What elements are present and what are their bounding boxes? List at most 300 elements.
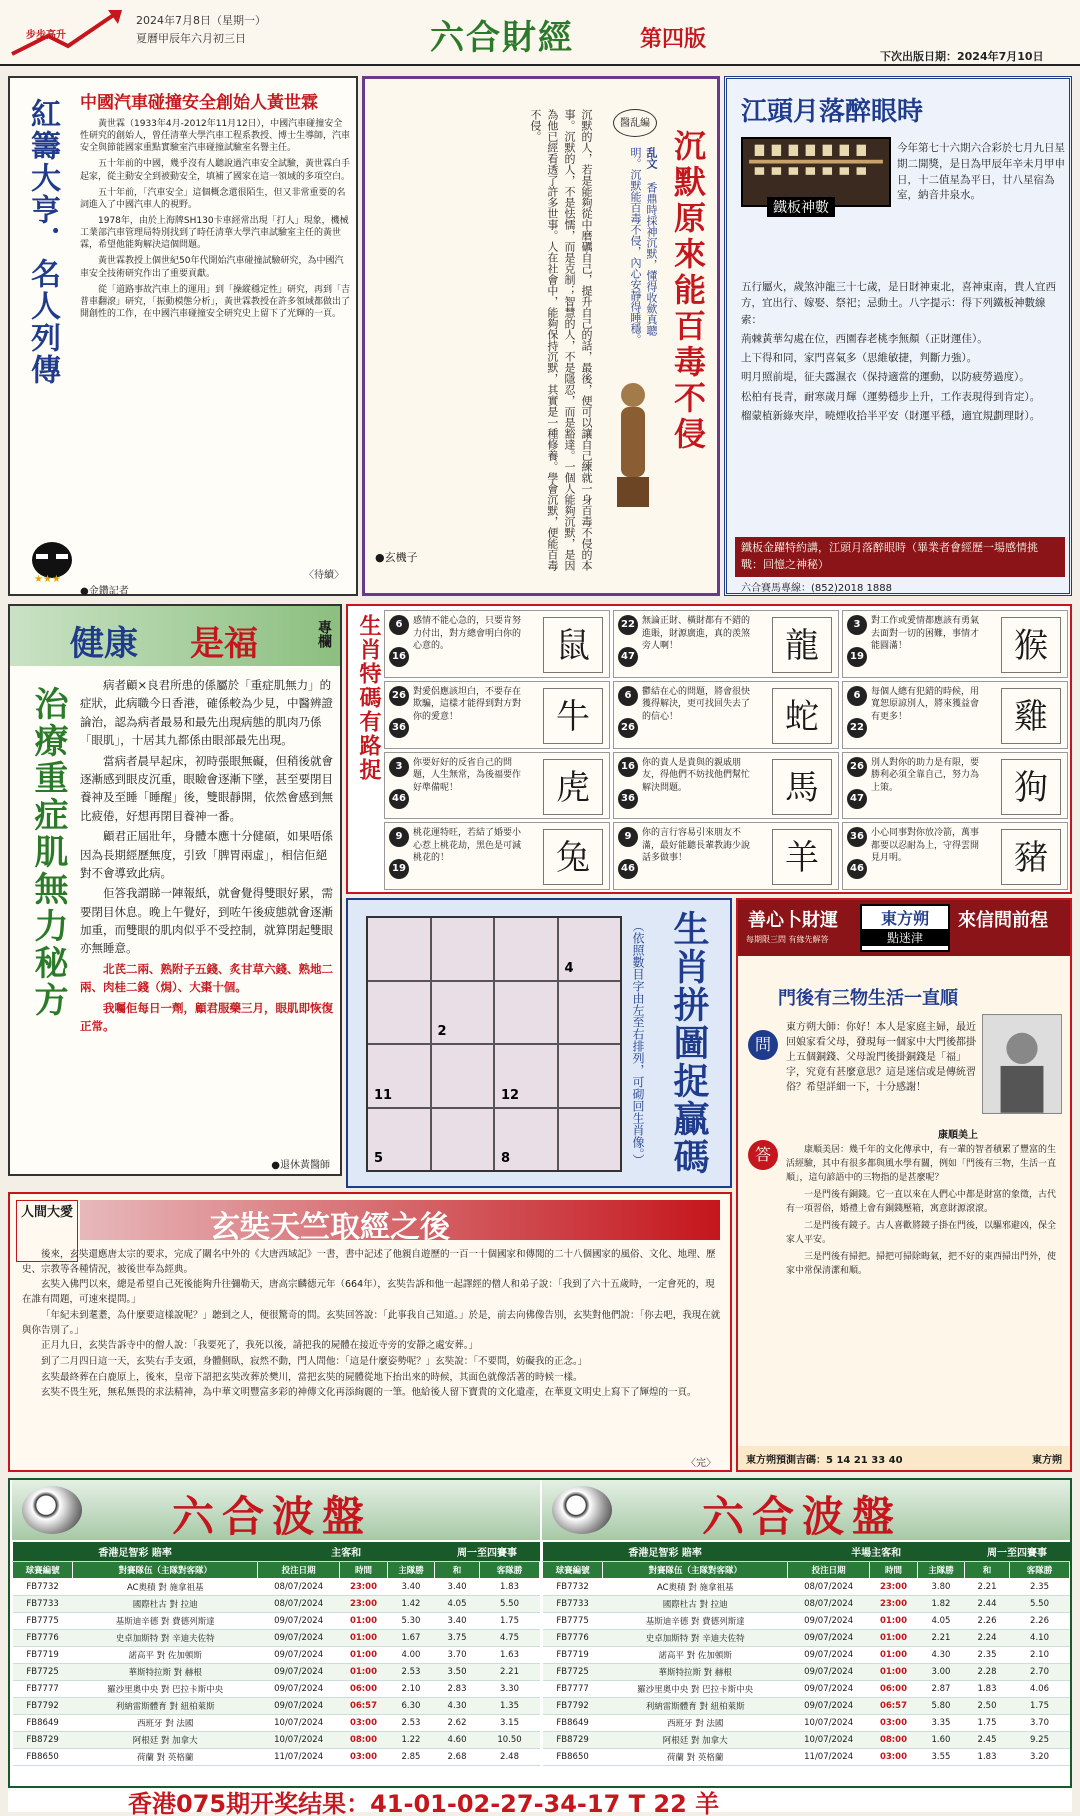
table-cell: 06:57 [340, 1698, 388, 1715]
master-name: 東方朔 [880, 909, 929, 928]
table-cell: 10/07/2024 [788, 1732, 870, 1749]
zodiac-tip: 無論正財、橫財都有不錯的進賬，財源廣進，真的羡煞旁人啊！ [642, 616, 751, 652]
table-cell: 11/07/2024 [788, 1749, 870, 1766]
puzzle-piece-number: 11 [374, 1087, 393, 1103]
puzzle-piece [368, 1045, 430, 1107]
column-header: 投注日期 [788, 1562, 870, 1579]
advice-column [736, 898, 1072, 1472]
zodiac-number: 47 [847, 789, 867, 809]
table-cell: 09/07/2024 [788, 1664, 870, 1681]
table-row [543, 1613, 1070, 1630]
table-cell: 4.30 [917, 1647, 964, 1664]
zodiac-number: 36 [389, 718, 409, 738]
table-cell: 1.75 [1010, 1698, 1070, 1715]
table-cell: 10/07/2024 [258, 1715, 340, 1732]
table-cell: 03:00 [340, 1749, 388, 1766]
paragraph: 榴蒙植新綠夾岸，曉煙收拾半平安（財運平穩，適宜規劃理財）。 [741, 409, 1041, 422]
zodiac-vertical-title: 生肖特碼有路捉 [356, 614, 382, 782]
table-row [543, 1630, 1070, 1647]
table-row [543, 1732, 1070, 1749]
tycoon-article [8, 76, 358, 596]
table-cell: 2.35 [1010, 1579, 1070, 1596]
table-cell: 1.67 [387, 1630, 434, 1647]
paragraph: 正月九日，玄奘告訴寺中的僧人說：「我要死了，我死以後，請把我的屍體在接近寺旁的安靜之處安葬。」 [41, 1340, 479, 1352]
column-header: 主隊勝 [387, 1562, 434, 1579]
table-row [13, 1596, 540, 1613]
zodiac-number: 26 [618, 718, 638, 738]
table-cell: 3.70 [1010, 1715, 1070, 1732]
draw-result: 香港075期开奖结果：41-01-02-27-34-17 T 22 羊 [128, 1790, 720, 1816]
master-sub: 點迷津 [862, 929, 948, 946]
table-cell: FB7732 [543, 1579, 603, 1596]
master-answer [786, 1144, 1062, 1281]
table-cell: FB7733 [543, 1596, 603, 1613]
table-cell: 4.10 [1010, 1630, 1070, 1647]
table-cell: 08/07/2024 [258, 1579, 340, 1596]
table-caption-right: 周一至四賽事 [965, 1542, 1070, 1562]
paragraph: 從「道路事故汽車上的運用」到「操縱穩定性」研究，再到「吉普車翻滾」研究，「振動模態分析」，黃世霖教授在許多領域都做出了開創性的工作，在中國汽車碰撞安全研究史上留下了光輝的一頁。 [80, 284, 351, 319]
table-cell: 01:00 [340, 1630, 388, 1647]
silence-article [362, 76, 720, 596]
table-cell: 1.83 [480, 1579, 540, 1596]
zodiac-cell [384, 681, 610, 749]
table-cell: 2.21 [965, 1579, 1010, 1596]
zodiac-cell [384, 752, 610, 820]
zodiac-tip: 鬱結在心的問題，將會很快獲得解決，更可找回失去了的信心！ [642, 686, 751, 722]
prescription: 北芪二兩、熟附子五錢、炙甘草六錢、熟地二兩、肉桂二錢（焗）、大棗十個。 [80, 961, 333, 995]
zodiac-animal: 鼠 [543, 617, 603, 673]
zodiac-cell [842, 610, 1068, 678]
table-cell: 08:00 [340, 1732, 388, 1749]
paragraph: 五行屬火，歲煞沖龍三十七歲，是日財神東北，喜神東南，貴人宜西方，宜出行、嫁娶、祭祀；忌動土。八字提示：得下列鐵板神數線索： [741, 281, 1056, 326]
health-title-b: 是福 [190, 624, 258, 664]
tycoon-headline: 中國汽車碰撞安全創始人黃世霖 [80, 93, 318, 113]
football-odds [8, 1478, 1072, 1788]
table-cell: 阿根廷 對 加拿大 [73, 1732, 258, 1749]
table-cell: 1.75 [480, 1613, 540, 1630]
table-row [543, 1579, 1070, 1596]
column-tag: 人間大愛 [16, 1200, 78, 1262]
paragraph: 病者顧×良君所患的係屬於「重症肌無力」的症狀，此病職今日香港，確係較為少見，中醫辨證論治，認為病者最易和最先出現病態的肌肉乃係「眼肌」，十居其九都係由眼部最先出現。 [80, 678, 333, 748]
zodiac-number: 6 [618, 686, 638, 706]
table-cell: 3.20 [1010, 1749, 1070, 1766]
column-header: 客隊勝 [1010, 1562, 1070, 1579]
table-row [13, 1732, 540, 1749]
puzzle-piece [495, 982, 557, 1044]
table-cell: 06:57 [870, 1698, 918, 1715]
paragraph: 五十年前的中國，幾乎沒有人聽說過汽車安全試驗，黃世霖白手起家，從主動安全到被動安全，填補了國家在這一領域的多項空白。 [80, 159, 351, 182]
table-cell: FB7777 [13, 1681, 73, 1698]
health-article [8, 604, 342, 1176]
fortune-body [741, 279, 1065, 427]
table-cell: 1.63 [480, 1647, 540, 1664]
health-banner [10, 606, 340, 666]
table-cell: FB8729 [543, 1732, 603, 1749]
edition-label: 第四版 [640, 26, 707, 52]
table-cell: 1.75 [965, 1715, 1010, 1732]
fortune-banner: 鐵板金躍特約講，江頭月落醉眼時（畢業者會經歷一場感情挑戰：回憶之神秘） [735, 537, 1065, 577]
column-tag: 專欄 [316, 620, 332, 648]
author-credit: ●玄機子 [375, 551, 418, 564]
table-row [13, 1630, 540, 1647]
zodiac-number: 6 [847, 686, 867, 706]
table-cell: 2.10 [387, 1681, 434, 1698]
zodiac-cell [842, 752, 1068, 820]
table-cell: 09/07/2024 [258, 1681, 340, 1698]
table-cell: 2.10 [1010, 1647, 1070, 1664]
table-cell: FB7776 [543, 1630, 603, 1647]
zodiac-number: 16 [389, 647, 409, 667]
table-cell: 03:00 [870, 1715, 918, 1732]
zodiac-animal: 雞 [1001, 688, 1061, 744]
paragraph: 「年紀未到耄耋，為什麼要這樣說呢？」聽到之人，便很驚奇的問。玄奘回答說：「此事我自己知道。」於是，前去向佛像告別，玄奘對他們說：「你去吧，我現在就與你告別了。」 [22, 1309, 721, 1336]
table-cell: 1.83 [965, 1681, 1010, 1698]
zodiac-tip: 感情不能心急的，只要肯努力付出，對方總會明白你的心意的。 [413, 616, 522, 652]
table-cell: 09/07/2024 [258, 1647, 340, 1664]
table-cell: 10/07/2024 [258, 1732, 340, 1749]
paragraph: 康順美居：幾千年的文化傳承中，有一輩的智者積累了豐富的生活經驗，其中有很多都與風水學有關，例如「門後有三物，生活一直順」，這句諺語中的三物指的是甚麼呢？ [786, 1145, 1057, 1183]
table-cell: 01:00 [340, 1647, 388, 1664]
table-cell: 01:00 [870, 1613, 918, 1630]
poem-text: 香鼎時採神沉默，懂得收歛真聰明。沉默能百毒不侵，內心安靜得睡穩。 [629, 147, 658, 345]
publication-date: 2024年7月8日（星期一） [136, 14, 266, 27]
table-cell: 3.80 [917, 1579, 964, 1596]
paragraph: 到了二月四日這一天，玄奘右手支頭，身體側臥，寂然不動，門人問他：「這是什麼姿勢呢？」玄奘說：「不要問，妨礙我的正念。」 [41, 1356, 588, 1368]
table-row [543, 1647, 1070, 1664]
table-cell: 西班牙 對 法國 [73, 1715, 258, 1732]
zodiac-animal: 虎 [543, 759, 603, 815]
tycoon-body [80, 118, 350, 324]
column-header: 球賽編號 [13, 1562, 73, 1579]
table-row [13, 1715, 540, 1732]
zodiac-animal: 狗 [1001, 759, 1061, 815]
paragraph: 佢答我謂睇一陣報紙，就會覺得雙眼好累，需要閉目休息。晚上午覺好，到咗午後疲態就會逐漸加重，而雙眼的肌肉似乎不受控制，就算閉起雙眼亦無睡意。 [80, 886, 333, 956]
table-caption: 香港足智彩 賠率 [543, 1542, 788, 1562]
table-row [13, 1681, 540, 1698]
table-cell: 01:00 [340, 1664, 388, 1681]
table-cell: 1.60 [917, 1732, 964, 1749]
table-cell: 01:00 [870, 1630, 918, 1647]
table-cell: 史卓加斯特 對 辛迪夫佐特 [603, 1630, 788, 1647]
next-issue-date: 下次出版日期：2024年7月10日 [880, 50, 1044, 63]
master-badge [860, 904, 950, 952]
table-cell: 1.82 [917, 1596, 964, 1613]
paragraph: 三是門後有掃把。掃把可掃除晦氣，把不好的東西掃出門外，使家中常保清潔和順。 [786, 1251, 1057, 1276]
table-cell: 3.70 [435, 1647, 480, 1664]
tycoon-vertical-title: 紅籌大亨．名人列傳 [25, 98, 60, 386]
table-cell: 09/07/2024 [258, 1630, 340, 1647]
zodiac-animal: 馬 [772, 759, 832, 815]
table-cell: 1.42 [387, 1596, 434, 1613]
table-cell: 08/07/2024 [788, 1596, 870, 1613]
column-header: 和 [965, 1562, 1010, 1579]
table-cell: 08:00 [870, 1732, 918, 1749]
logo [8, 6, 128, 58]
table-cell: 5.80 [917, 1698, 964, 1715]
table-cell: 11/07/2024 [258, 1749, 340, 1766]
table-cell: 2.45 [965, 1732, 1010, 1749]
table-row [13, 1613, 540, 1630]
silence-vertical-title: 沉默原來能百毒不侵 [669, 129, 707, 453]
zodiac-number: 46 [618, 859, 638, 879]
table-cell: FB7732 [13, 1579, 73, 1596]
table-cell: 09/07/2024 [258, 1698, 340, 1715]
zodiac-tip: 對工作或愛情都應該有勇氣去面對一切的困難，事情才能圓滿！ [871, 616, 980, 652]
advice-header-left: 善心卜財運 [748, 910, 838, 931]
zodiac-animal: 豬 [1001, 829, 1061, 885]
zodiac-grid [384, 610, 1068, 890]
table-cell: FB7775 [13, 1613, 73, 1630]
zodiac-animal: 牛 [543, 688, 603, 744]
table-cell: 2.21 [480, 1664, 540, 1681]
column-header: 客隊勝 [480, 1562, 540, 1579]
reader-question: 東方朔大師：你好！本人是家庭主婦，最近回娘家看父母，發現每一個家中大門後都掛上五個銅錢、父母說門後掛銅錢是「福」字，究竟有甚麼意思？這是迷信或是傳統習俗？希望詳細一下，十分感謝！ [786, 1022, 976, 1093]
table-cell: 羅沙里奧中央 對 巴拉卡斯中央 [73, 1681, 258, 1698]
reader-signature: 康順美上 [938, 1130, 978, 1141]
zodiac-number: 36 [847, 827, 867, 847]
table-cell: 4.75 [480, 1630, 540, 1647]
paragraph: 玄奘最終葬在白鹿原上，後來，皇帝下詔把玄奘改葬於樊川，當把玄奘的屍體從地下抬出來的時候，其面色就像活著的時候一樣。 [41, 1371, 583, 1383]
table-cell: 西班牙 對 法國 [603, 1715, 788, 1732]
masked-face-icon [26, 540, 78, 584]
advice-header-sub: 每期限三問 有緣先解答 [746, 935, 829, 944]
lucky-numbers-text: 東方朔預測吉碼：5 14 21 33 40 [746, 1455, 903, 1466]
football-banner-right [542, 1480, 1070, 1540]
table-cell: 2.53 [387, 1715, 434, 1732]
table-cell: 利納雷斯體育 對 紐柏萊斯 [73, 1698, 258, 1715]
table-cell: 4.00 [387, 1647, 434, 1664]
paragraph: 顧君正屆壯年，身體本應十分健碩，如果唔係因為長期經歷無度，引致「脾胃兩虛」，相信佢絕對不會導致此病。 [80, 829, 333, 880]
table-cell: FB7719 [543, 1647, 603, 1664]
table-cell: FB8649 [13, 1715, 73, 1732]
paragraph: 1978年，由於上海牌SH130卡車經常出現「打人」現象，機械工業部汽車管理局特別找到了時任清華大學汽車試驗室主任的黃世霖，希望他能夠解決這個問題。 [80, 215, 349, 251]
paragraph: 黃世霖（1933年4月-2012年11月12日），中國汽車碰撞安全性研究的創始人，曾任清華大學汽車工程系教授、博士生導師，汽車安全與節能國家重點實驗室汽車碰撞試驗室名譽主任。 [80, 119, 351, 154]
column-header: 和 [435, 1562, 480, 1579]
buddha-statue-icon [613, 379, 653, 509]
table-cell: AC奧積 對 施拿祖基 [73, 1579, 258, 1596]
table-row [13, 1664, 540, 1681]
paragraph: 明月照前堤，征夫露濕衣（保持適當的運動，以防疲勞過度）。 [741, 371, 1030, 384]
table-cell: FB7775 [543, 1613, 603, 1630]
zodiac-number: 22 [618, 615, 638, 635]
paragraph: 玄奘入佛門以來，總是希望自己死後能夠升往彌勒天，唐高宗麟德元年（664年），玄奘告訴和他一起譯經的僧人和弟子說：「我到了六十五歲時，一定會死的，現在誰有問題，可速來提問。」 [22, 1279, 715, 1306]
table-caption-mid: 主客和 [258, 1542, 435, 1562]
table-cell: 09/07/2024 [788, 1681, 870, 1698]
zodiac-tip: 你要好好的反省自己的問題，人生無常，為後福要作好準備呢！ [413, 757, 522, 793]
zodiac-puzzle [346, 898, 732, 1188]
table-cell: 2.44 [965, 1596, 1010, 1613]
table-cell: FB8650 [13, 1749, 73, 1766]
table-cell: FB7725 [543, 1664, 603, 1681]
zodiac-tip: 你的貴人是貴與的親戚朋友，得他們不妨找他們幫忙解決問題。 [642, 757, 751, 793]
table-cell: 09/07/2024 [788, 1647, 870, 1664]
football-banner-left [12, 1480, 540, 1540]
table-cell: 2.50 [965, 1698, 1010, 1715]
table-cell: 2.83 [435, 1681, 480, 1698]
table-cell: 諾高平 對 佐加頓斯 [603, 1647, 788, 1664]
table-cell: 10.50 [480, 1732, 540, 1749]
table-cell: 2.35 [965, 1647, 1010, 1664]
puzzle-piece-number: 12 [501, 1087, 520, 1103]
master-portrait [982, 1014, 1062, 1114]
table-cell: 01:00 [870, 1664, 918, 1681]
poem [627, 147, 659, 347]
table-cell: 6.30 [387, 1698, 434, 1715]
zodiac-number: 19 [847, 647, 867, 667]
table-cell: 利納雷斯體育 對 紐柏萊斯 [603, 1698, 788, 1715]
end-mark: 〈完〉 [686, 1458, 716, 1469]
puzzle-piece-number: 8 [501, 1151, 511, 1166]
paragraph: 上下得和同，家門喜氣多（思維敏捷，判斷力強）。 [741, 352, 978, 365]
column-signature: 東方朔 [1032, 1455, 1062, 1466]
table-cell: 2.53 [387, 1664, 434, 1681]
zodiac-number: 46 [847, 859, 867, 879]
table-cell: 3.00 [917, 1664, 964, 1681]
table-cell: FB7719 [13, 1647, 73, 1664]
puzzle-piece-number: 5 [374, 1151, 384, 1166]
puzzle-piece [432, 1109, 494, 1171]
football-title: 六合波盤 [702, 1492, 903, 1541]
column-tag: 醫乱編 [613, 109, 657, 137]
puzzle-piece [495, 1109, 557, 1171]
table-cell: AC奧積 對 施拿祖基 [603, 1579, 788, 1596]
puzzle-piece [368, 1109, 430, 1171]
zodiac-cell [613, 610, 839, 678]
advice: 我囑佢每日一劑，顧君服藥三月，眼肌即恢復正常。 [80, 1000, 333, 1034]
puzzle-piece [559, 918, 621, 980]
table-cell: 9.25 [1010, 1732, 1070, 1749]
zodiac-animal: 猴 [1001, 617, 1061, 673]
table-cell: 3.40 [387, 1579, 434, 1596]
zodiac-animal: 龍 [772, 617, 832, 673]
lucky-numbers [738, 1446, 1070, 1470]
column-header: 時間 [340, 1562, 388, 1579]
poem-title: 乱文 [645, 147, 658, 169]
logo-text: 步步高升 [26, 30, 66, 41]
table-cell: 華斯特拉斯 對 赫根 [603, 1664, 788, 1681]
table-cell: FB7725 [13, 1664, 73, 1681]
table-cell: 4.05 [435, 1596, 480, 1613]
puzzle-piece [432, 918, 494, 980]
masthead-title: 六合財經 [430, 18, 574, 58]
puzzle-piece [432, 1045, 494, 1107]
answer-mark-icon: 答 [748, 1140, 778, 1170]
column-header: 時間 [870, 1562, 918, 1579]
table-cell: 5.30 [387, 1613, 434, 1630]
puzzle-piece [432, 982, 494, 1044]
football-title: 六合波盤 [172, 1492, 373, 1541]
table-cell: 09/07/2024 [258, 1664, 340, 1681]
table-cell: 23:00 [870, 1579, 918, 1596]
zodiac-number: 36 [618, 789, 638, 809]
zodiac-tip: 桃花運特旺，若結了婚要小心惹上桃花劫，黑色是可減桃花的！ [413, 828, 522, 864]
table-cell: 3.55 [917, 1749, 964, 1766]
table-cell: 5.50 [480, 1596, 540, 1613]
health-vertical-title: 治療重症肌無力秘方 [28, 686, 68, 1019]
table-caption-right: 周一至四賽事 [435, 1542, 540, 1562]
table-cell: 09/07/2024 [788, 1630, 870, 1647]
zodiac-number: 9 [389, 827, 409, 847]
zodiac-animal: 蛇 [772, 688, 832, 744]
zodiac-number: 22 [847, 718, 867, 738]
zodiac-tips [346, 604, 1072, 894]
table-cell: 3.40 [435, 1579, 480, 1596]
puzzle-instructions: （依照數目字由左至右排列，可砌回生肖像。） [631, 920, 645, 1166]
zodiac-number: 19 [389, 859, 409, 879]
puzzle-piece-number: 4 [564, 960, 574, 976]
table-cell: 2.70 [1010, 1664, 1070, 1681]
table-cell: 2.28 [965, 1664, 1010, 1681]
table-cell: 4.30 [435, 1698, 480, 1715]
zodiac-number: 16 [618, 757, 638, 777]
paragraph: 玄奘不畏生死，無私無畏的求法精神，為中華文明豐富多彩的神傳文化再添絢麗的一筆。他給後人留下寶貴的文化遺產，在華夏文明史上寫下了輝煌的一頁。 [41, 1387, 697, 1399]
zodiac-tip: 小心同事對你放冷箭，萬事都要以忍耐為上，守得雲開見月明。 [871, 828, 980, 864]
zodiac-number: 26 [847, 757, 867, 777]
author-credit: ●退休黃醫師 [271, 1160, 330, 1171]
fortune-intro: 今年第七十六期六合彩於七月九日星期二開獎，是日為甲辰年辛未月甲申日，十二值星為平日，廿八星宿為室，納音井泉水。 [897, 142, 1065, 202]
table-cell: 4.06 [1010, 1681, 1070, 1698]
table-cell: FB8729 [13, 1732, 73, 1749]
puzzle-piece [368, 982, 430, 1044]
table-cell: 2.85 [387, 1749, 434, 1766]
column-header: 球賽編號 [543, 1562, 603, 1579]
zodiac-tip: 每個人總有犯錯的時候，用寬恕原諒別人，將來獲益會有更多！ [871, 686, 980, 722]
zodiac-number: 3 [389, 757, 409, 777]
table-cell: FB8649 [543, 1715, 603, 1732]
table-row [543, 1749, 1070, 1766]
table-cell: 1.22 [387, 1732, 434, 1749]
table-cell: 華斯特拉斯 對 赫根 [73, 1664, 258, 1681]
zodiac-animal: 兔 [543, 829, 603, 885]
xuanzang-body [22, 1248, 722, 1402]
table-cell: 5.50 [1010, 1596, 1070, 1613]
puzzle-grid [366, 916, 622, 1172]
table-cell: 3.30 [480, 1681, 540, 1698]
table-cell: 諾高平 對 佐加頓斯 [73, 1647, 258, 1664]
column-header: 主隊勝 [917, 1562, 964, 1579]
table-cell: 荷蘭 對 英格蘭 [73, 1749, 258, 1766]
puzzle-piece [559, 1109, 621, 1171]
table-row [543, 1681, 1070, 1698]
paragraph: 荊棘黃華勾處在位，西園春老桃李無顏（正財運佳）。 [741, 332, 988, 345]
puzzle-piece [495, 1045, 557, 1107]
table-cell: FB7776 [13, 1630, 73, 1647]
author-credit: ●金鑽記者 [80, 586, 129, 597]
fortune-article [724, 76, 1072, 596]
zodiac-tip: 對愛侶應該坦白，不要存在欺騙，這樣才能得到對方對你的愛意！ [413, 686, 522, 722]
table-cell: 國際杜古 對 拉迪 [603, 1596, 788, 1613]
table-cell: FB8650 [543, 1749, 603, 1766]
table-cell: 羅沙里奧中央 對 巴拉卡斯中央 [603, 1681, 788, 1698]
table-cell: FB7777 [543, 1681, 603, 1698]
column-header: 對賽隊伍（主隊對客隊） [73, 1562, 258, 1579]
table-cell: 03:00 [870, 1749, 918, 1766]
table-caption-mid: 半場主客和 [788, 1542, 965, 1562]
zodiac-cell [613, 822, 839, 890]
table-cell: 2.87 [917, 1681, 964, 1698]
puzzle-piece [559, 982, 621, 1044]
table-cell: 09/07/2024 [788, 1698, 870, 1715]
silence-body: 沉默的人，若是能夠從中磨礪自己，提升自己的話，最後，便可以讓自己練就一身百毒不侵的本事。沉默的人，不是怯懦，而是克制；智慧的人，不是隱忍，而是豁達。一個人能夠沉默，是因為他已經看透了許多世事。人在社會中，能夠保持沉默，其實是一種修養。學會沉默，便能百毒不侵。 [528, 109, 593, 571]
table-cell: FB7733 [13, 1596, 73, 1613]
table-cell: 荷蘭 對 英格蘭 [603, 1749, 788, 1766]
football-icon [552, 1486, 612, 1534]
zodiac-tip: 別人對你的助力是有限，要勝利必須全靠自己，努力為上策。 [871, 757, 980, 793]
puzzle-vertical-title: 生肖拼圖捉贏碼 [668, 910, 710, 1176]
paragraph: 後來，玄奘還應唐太宗的要求，完成了關名中外的《大唐西域記》一書，書中記述了他親自遊歷的一百一十個國家和傳聞的二十八個國家的風俗、文化、地理、歷史、宗教等各種情況，被後世奉為經典。 [22, 1249, 716, 1275]
continued-mark: 〈待續〉 [304, 570, 344, 581]
table-cell: 23:00 [870, 1596, 918, 1613]
